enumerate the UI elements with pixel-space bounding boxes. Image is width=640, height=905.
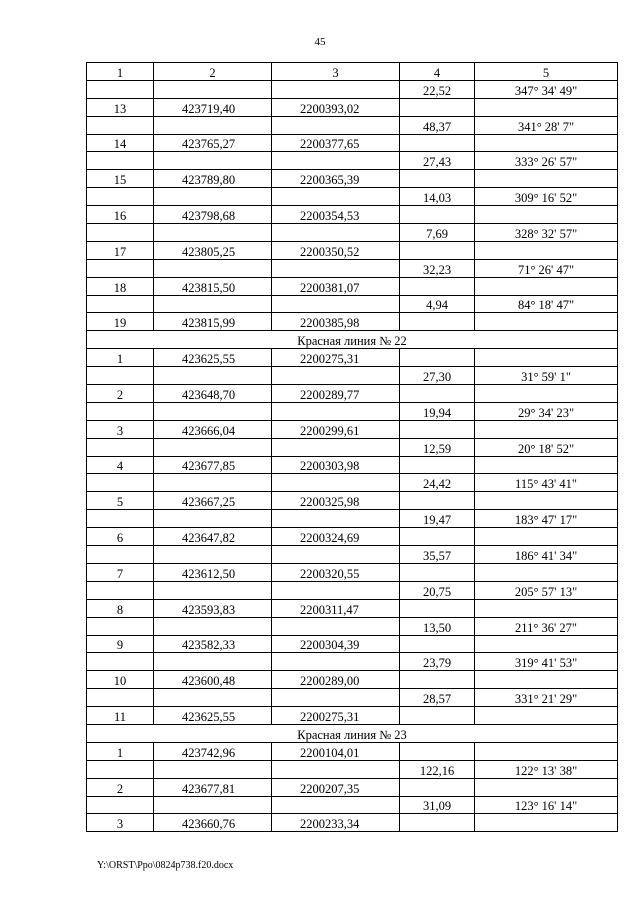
segment-row bbox=[87, 116, 618, 134]
segment-direction: 341° 28' 7" bbox=[475, 116, 618, 134]
coordinate-x: 423805,25 bbox=[154, 241, 272, 259]
segment-row bbox=[87, 510, 618, 528]
section-heading-row bbox=[87, 724, 618, 742]
coordinate-y: 2200289,00 bbox=[272, 671, 400, 689]
empty-cell bbox=[87, 760, 154, 778]
empty-cell bbox=[272, 653, 400, 671]
empty-cell bbox=[475, 277, 618, 295]
empty-cell bbox=[154, 510, 272, 528]
empty-cell bbox=[475, 134, 618, 152]
coordinate-y: 2200311,47 bbox=[272, 599, 400, 617]
coordinate-y: 2200303,98 bbox=[272, 456, 400, 474]
point-number: 1 bbox=[87, 349, 154, 367]
segment-row bbox=[87, 653, 618, 671]
point-number: 17 bbox=[87, 241, 154, 259]
empty-cell bbox=[87, 617, 154, 635]
empty-cell bbox=[87, 259, 154, 277]
empty-cell bbox=[272, 259, 400, 277]
segment-row bbox=[87, 367, 618, 385]
section-heading: Красная линия № 23 bbox=[87, 724, 618, 742]
empty-cell bbox=[272, 617, 400, 635]
point-number: 8 bbox=[87, 599, 154, 617]
coordinate-x: 423625,55 bbox=[154, 707, 272, 725]
segment-distance: 27,30 bbox=[400, 367, 475, 385]
coordinate-x: 423666,04 bbox=[154, 420, 272, 438]
segment-direction: 331° 21' 29" bbox=[475, 689, 618, 707]
segment-row bbox=[87, 295, 618, 313]
segment-direction: 211° 36' 27" bbox=[475, 617, 618, 635]
point-row bbox=[87, 420, 618, 438]
empty-cell bbox=[272, 796, 400, 814]
point-row bbox=[87, 528, 618, 546]
point-number: 6 bbox=[87, 528, 154, 546]
segment-direction: 84° 18' 47" bbox=[475, 295, 618, 313]
segment-row bbox=[87, 152, 618, 170]
empty-cell bbox=[475, 456, 618, 474]
coordinate-y: 2200289,77 bbox=[272, 385, 400, 403]
point-number: 4 bbox=[87, 456, 154, 474]
empty-cell bbox=[272, 224, 400, 242]
empty-cell bbox=[475, 635, 618, 653]
segment-direction: 122° 13' 38" bbox=[475, 760, 618, 778]
point-row bbox=[87, 385, 618, 403]
segment-row bbox=[87, 224, 618, 242]
empty-cell bbox=[87, 796, 154, 814]
point-number: 9 bbox=[87, 635, 154, 653]
empty-cell bbox=[400, 778, 475, 796]
empty-cell bbox=[87, 689, 154, 707]
coordinate-y: 2200365,39 bbox=[272, 170, 400, 188]
point-row bbox=[87, 170, 618, 188]
empty-cell bbox=[87, 80, 154, 98]
empty-cell bbox=[272, 367, 400, 385]
empty-cell bbox=[87, 152, 154, 170]
segment-distance: 19,94 bbox=[400, 402, 475, 420]
segment-row bbox=[87, 689, 618, 707]
coordinate-y: 2200393,02 bbox=[272, 98, 400, 116]
segment-direction: 115° 43' 41" bbox=[475, 474, 618, 492]
segment-direction: 71° 26' 47" bbox=[475, 259, 618, 277]
segment-row bbox=[87, 581, 618, 599]
coordinate-x: 423667,25 bbox=[154, 492, 272, 510]
coordinate-x: 423677,85 bbox=[154, 456, 272, 474]
column-header: 4 bbox=[400, 63, 475, 81]
empty-cell bbox=[400, 206, 475, 224]
empty-cell bbox=[87, 295, 154, 313]
empty-cell bbox=[475, 671, 618, 689]
empty-cell bbox=[400, 134, 475, 152]
empty-cell bbox=[272, 402, 400, 420]
point-row bbox=[87, 492, 618, 510]
coordinate-x: 423677,81 bbox=[154, 778, 272, 796]
coordinate-x: 423612,50 bbox=[154, 563, 272, 581]
empty-cell bbox=[154, 295, 272, 313]
empty-cell bbox=[400, 420, 475, 438]
point-row bbox=[87, 671, 618, 689]
point-number: 2 bbox=[87, 778, 154, 796]
point-row bbox=[87, 635, 618, 653]
column-header: 5 bbox=[475, 63, 618, 81]
empty-cell bbox=[272, 510, 400, 528]
coordinates-table-body bbox=[87, 63, 618, 832]
coordinate-y: 2200304,39 bbox=[272, 635, 400, 653]
empty-cell bbox=[475, 206, 618, 224]
coordinate-x: 423648,70 bbox=[154, 385, 272, 403]
coordinate-x: 423765,27 bbox=[154, 134, 272, 152]
coordinate-y: 2200381,07 bbox=[272, 277, 400, 295]
empty-cell bbox=[475, 778, 618, 796]
segment-direction: 123° 16' 14" bbox=[475, 796, 618, 814]
coordinate-x: 423798,68 bbox=[154, 206, 272, 224]
empty-cell bbox=[400, 671, 475, 689]
coordinate-x: 423742,96 bbox=[154, 742, 272, 760]
segment-row bbox=[87, 188, 618, 206]
empty-cell bbox=[400, 742, 475, 760]
segment-row bbox=[87, 80, 618, 98]
empty-cell bbox=[154, 581, 272, 599]
empty-cell bbox=[87, 474, 154, 492]
empty-cell bbox=[400, 599, 475, 617]
empty-cell bbox=[400, 170, 475, 188]
empty-cell bbox=[87, 581, 154, 599]
empty-cell bbox=[272, 546, 400, 564]
empty-cell bbox=[475, 241, 618, 259]
empty-cell bbox=[154, 438, 272, 456]
point-number: 3 bbox=[87, 420, 154, 438]
empty-cell bbox=[272, 80, 400, 98]
empty-cell bbox=[272, 188, 400, 206]
empty-cell bbox=[87, 116, 154, 134]
empty-cell bbox=[475, 420, 618, 438]
coordinate-y: 2200275,31 bbox=[272, 707, 400, 725]
coordinate-y: 2200275,31 bbox=[272, 349, 400, 367]
segment-direction: 333° 26' 57" bbox=[475, 152, 618, 170]
point-number: 11 bbox=[87, 707, 154, 725]
segment-distance: 28,57 bbox=[400, 689, 475, 707]
empty-cell bbox=[272, 760, 400, 778]
coordinate-x: 423815,50 bbox=[154, 277, 272, 295]
coordinate-y: 2200325,98 bbox=[272, 492, 400, 510]
point-row bbox=[87, 277, 618, 295]
segment-row bbox=[87, 438, 618, 456]
point-number: 5 bbox=[87, 492, 154, 510]
point-row bbox=[87, 563, 618, 581]
point-row bbox=[87, 742, 618, 760]
segment-distance: 19,47 bbox=[400, 510, 475, 528]
segment-distance: 14,03 bbox=[400, 188, 475, 206]
empty-cell bbox=[475, 563, 618, 581]
point-row bbox=[87, 456, 618, 474]
empty-cell bbox=[154, 653, 272, 671]
coordinate-y: 2200354,53 bbox=[272, 206, 400, 224]
coordinate-x: 423815,99 bbox=[154, 313, 272, 331]
point-row bbox=[87, 349, 618, 367]
segment-direction: 183° 47' 17" bbox=[475, 510, 618, 528]
coordinate-x: 423593,83 bbox=[154, 599, 272, 617]
coordinate-x: 423582,33 bbox=[154, 635, 272, 653]
segment-distance: 20,75 bbox=[400, 581, 475, 599]
empty-cell bbox=[87, 367, 154, 385]
coordinate-x: 423660,76 bbox=[154, 814, 272, 832]
empty-cell bbox=[475, 528, 618, 546]
point-number: 1 bbox=[87, 742, 154, 760]
segment-direction: 20° 18' 52" bbox=[475, 438, 618, 456]
segment-distance: 13,50 bbox=[400, 617, 475, 635]
empty-cell bbox=[154, 402, 272, 420]
empty-cell bbox=[475, 385, 618, 403]
point-row bbox=[87, 134, 618, 152]
coordinate-x: 423719,40 bbox=[154, 98, 272, 116]
coordinate-x: 423625,55 bbox=[154, 349, 272, 367]
empty-cell bbox=[154, 796, 272, 814]
empty-cell bbox=[400, 456, 475, 474]
empty-cell bbox=[87, 224, 154, 242]
segment-distance: 122,16 bbox=[400, 760, 475, 778]
segment-distance: 23,79 bbox=[400, 653, 475, 671]
segment-distance: 48,37 bbox=[400, 116, 475, 134]
empty-cell bbox=[272, 581, 400, 599]
empty-cell bbox=[475, 492, 618, 510]
empty-cell bbox=[272, 295, 400, 313]
empty-cell bbox=[154, 259, 272, 277]
empty-cell bbox=[154, 760, 272, 778]
empty-cell bbox=[272, 474, 400, 492]
segment-direction: 205° 57' 13" bbox=[475, 581, 618, 599]
segment-row bbox=[87, 402, 618, 420]
column-header: 1 bbox=[87, 63, 154, 81]
coordinate-x: 423789,80 bbox=[154, 170, 272, 188]
page-number: 45 bbox=[314, 36, 326, 48]
segment-direction: 309° 16' 52" bbox=[475, 188, 618, 206]
empty-cell bbox=[87, 402, 154, 420]
coordinate-y: 2200350,52 bbox=[272, 241, 400, 259]
section-heading: Красная линия № 22 bbox=[87, 331, 618, 349]
empty-cell bbox=[475, 170, 618, 188]
point-number: 16 bbox=[87, 206, 154, 224]
segment-distance: 12,59 bbox=[400, 438, 475, 456]
empty-cell bbox=[475, 349, 618, 367]
empty-cell bbox=[475, 814, 618, 832]
empty-cell bbox=[87, 438, 154, 456]
coordinate-y: 2200299,61 bbox=[272, 420, 400, 438]
segment-row bbox=[87, 546, 618, 564]
point-number: 7 bbox=[87, 563, 154, 581]
segment-row bbox=[87, 617, 618, 635]
empty-cell bbox=[272, 116, 400, 134]
section-heading-row bbox=[87, 331, 618, 349]
file-path-footer: Y:\ORST\Ppo\0824p738.f20.docx bbox=[97, 860, 234, 871]
empty-cell bbox=[272, 152, 400, 170]
empty-cell bbox=[154, 474, 272, 492]
empty-cell bbox=[475, 707, 618, 725]
segment-distance: 4,94 bbox=[400, 295, 475, 313]
segment-direction: 319° 41' 53" bbox=[475, 653, 618, 671]
point-number: 19 bbox=[87, 313, 154, 331]
empty-cell bbox=[400, 528, 475, 546]
empty-cell bbox=[87, 653, 154, 671]
segment-row bbox=[87, 760, 618, 778]
point-number: 15 bbox=[87, 170, 154, 188]
segment-distance: 22,52 bbox=[400, 80, 475, 98]
empty-cell bbox=[154, 188, 272, 206]
empty-cell bbox=[154, 224, 272, 242]
coordinate-y: 2200320,55 bbox=[272, 563, 400, 581]
point-row bbox=[87, 814, 618, 832]
empty-cell bbox=[400, 277, 475, 295]
empty-cell bbox=[400, 563, 475, 581]
column-header: 3 bbox=[272, 63, 400, 81]
segment-direction: 31° 59' 1" bbox=[475, 367, 618, 385]
coordinate-y: 2200324,69 bbox=[272, 528, 400, 546]
empty-cell bbox=[154, 689, 272, 707]
coordinate-y: 2200207,35 bbox=[272, 778, 400, 796]
segment-distance: 32,23 bbox=[400, 259, 475, 277]
segment-distance: 7,69 bbox=[400, 224, 475, 242]
empty-cell bbox=[154, 116, 272, 134]
empty-cell bbox=[400, 313, 475, 331]
coordinate-x: 423647,82 bbox=[154, 528, 272, 546]
coordinate-y: 2200104,01 bbox=[272, 742, 400, 760]
empty-cell bbox=[272, 438, 400, 456]
segment-row bbox=[87, 474, 618, 492]
empty-cell bbox=[154, 546, 272, 564]
point-row bbox=[87, 778, 618, 796]
empty-cell bbox=[400, 635, 475, 653]
segment-distance: 31,09 bbox=[400, 796, 475, 814]
empty-cell bbox=[154, 617, 272, 635]
point-row bbox=[87, 313, 618, 331]
point-row bbox=[87, 599, 618, 617]
empty-cell bbox=[87, 188, 154, 206]
segment-distance: 24,42 bbox=[400, 474, 475, 492]
empty-cell bbox=[475, 599, 618, 617]
coordinate-y: 2200377,65 bbox=[272, 134, 400, 152]
empty-cell bbox=[400, 98, 475, 116]
segment-direction: 29° 34' 23" bbox=[475, 402, 618, 420]
column-header: 2 bbox=[154, 63, 272, 81]
empty-cell bbox=[87, 510, 154, 528]
segment-direction: 347° 34' 49" bbox=[475, 80, 618, 98]
empty-cell bbox=[154, 152, 272, 170]
segment-direction: 328° 32' 57" bbox=[475, 224, 618, 242]
empty-cell bbox=[272, 689, 400, 707]
segment-row bbox=[87, 259, 618, 277]
point-number: 14 bbox=[87, 134, 154, 152]
coordinate-y: 2200385,98 bbox=[272, 313, 400, 331]
empty-cell bbox=[400, 492, 475, 510]
empty-cell bbox=[154, 80, 272, 98]
point-number: 3 bbox=[87, 814, 154, 832]
coordinate-y: 2200233,34 bbox=[272, 814, 400, 832]
point-row bbox=[87, 241, 618, 259]
point-number: 18 bbox=[87, 277, 154, 295]
segment-row bbox=[87, 796, 618, 814]
empty-cell bbox=[400, 241, 475, 259]
empty-cell bbox=[475, 313, 618, 331]
point-number: 2 bbox=[87, 385, 154, 403]
segment-distance: 35,57 bbox=[400, 546, 475, 564]
segment-distance: 27,43 bbox=[400, 152, 475, 170]
point-number: 10 bbox=[87, 671, 154, 689]
point-number: 13 bbox=[87, 98, 154, 116]
segment-direction: 186° 41' 34" bbox=[475, 546, 618, 564]
empty-cell bbox=[475, 742, 618, 760]
point-row bbox=[87, 206, 618, 224]
empty-cell bbox=[87, 546, 154, 564]
empty-cell bbox=[475, 98, 618, 116]
empty-cell bbox=[400, 707, 475, 725]
point-row bbox=[87, 98, 618, 116]
empty-cell bbox=[154, 367, 272, 385]
table-header-row bbox=[87, 63, 618, 81]
point-row bbox=[87, 707, 618, 725]
empty-cell bbox=[400, 349, 475, 367]
coordinates-table bbox=[86, 62, 618, 832]
coordinate-x: 423600,48 bbox=[154, 671, 272, 689]
empty-cell bbox=[400, 385, 475, 403]
empty-cell bbox=[400, 814, 475, 832]
